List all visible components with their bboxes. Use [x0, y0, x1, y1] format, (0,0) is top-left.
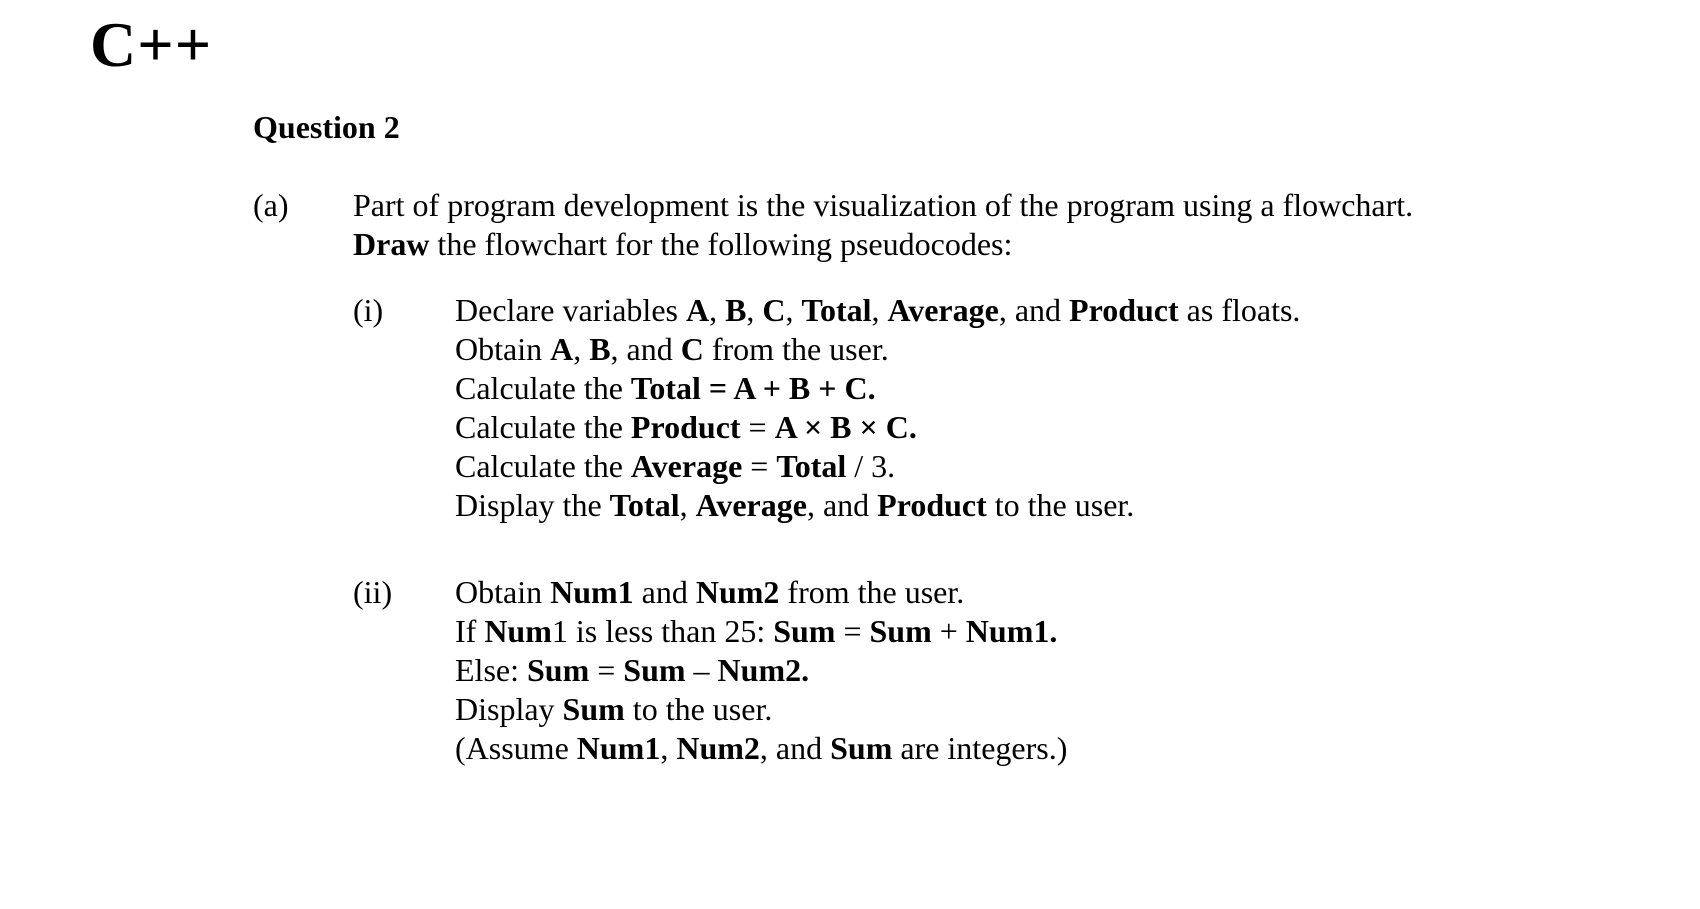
- bold-term: Sum: [830, 730, 893, 766]
- bold-term: Average: [695, 487, 807, 523]
- pseudocode-line: Declare variables A, B, C, Total, Average, and Product as floats.: [455, 292, 1301, 328]
- bold-term: Product: [1069, 292, 1179, 328]
- pseudocode-line: (Assume Num1, Num2, and Sum are integers.): [455, 730, 1068, 766]
- part-a-intro-line1: Part of program development is the visualization of the program using a flowchart.: [353, 187, 1414, 223]
- bold-term: Total: [801, 292, 872, 328]
- sub-i-pseudocode: [455, 291, 1300, 525]
- pseudocode-line: Obtain Num1 and Num2 from the user.: [455, 574, 965, 610]
- sub-ii-label: (ii): [353, 574, 393, 610]
- bold-term: B: [725, 292, 747, 328]
- bold-term: C: [762, 292, 786, 328]
- bold-term: Num1: [576, 730, 661, 766]
- part-a-intro-line2: [353, 225, 1413, 264]
- bold-term: Num2: [676, 730, 760, 766]
- pseudocode-line: Calculate the Product = A × B × C.: [455, 409, 917, 445]
- bold-term: Total = A + B + C.: [630, 370, 876, 406]
- pseudocode-line: Calculate the Average = Total / 3.: [455, 448, 896, 484]
- bold-term: B: [589, 331, 611, 367]
- pseudocode-line: If Num1 is less than 25: Sum = Sum + Num1.: [455, 613, 1058, 649]
- bold-term: Sum: [526, 652, 590, 688]
- part-a-label: (a): [253, 187, 289, 223]
- sub-ii-pseudocode: [455, 573, 1067, 768]
- bold-term: Sum: [773, 613, 836, 649]
- bold-term: Num1: [550, 574, 634, 610]
- pseudocode-line: Calculate the Total = A + B + C.: [455, 370, 876, 406]
- bold-term: Sum: [562, 691, 625, 727]
- question-heading: Question 2: [253, 109, 400, 145]
- bold-term: A: [685, 292, 710, 328]
- bold-term: Sum: [623, 652, 686, 688]
- bold-term: A × B × C.: [774, 409, 917, 445]
- pseudocode-line: Else: Sum = Sum – Num2.: [455, 652, 810, 688]
- part-a-intro: [353, 186, 1413, 264]
- draw-keyword: Draw: [353, 226, 430, 262]
- bold-term: Num2.: [717, 652, 810, 688]
- bold-term: Product: [630, 409, 741, 445]
- bold-term: C: [680, 331, 704, 367]
- bold-term: Product: [877, 487, 987, 523]
- bold-term: Total: [776, 448, 847, 484]
- pseudocode-line: Display the Total, Average, and Product to the user.: [455, 487, 1135, 523]
- bold-term: Num: [484, 613, 552, 649]
- bold-term: Num2: [695, 574, 780, 610]
- bold-term: Average: [887, 292, 999, 328]
- bold-term: Sum: [869, 613, 932, 649]
- pseudocode-line: Obtain A, B, and C from the user.: [455, 331, 889, 367]
- pseudocode-line: Display Sum to the user.: [455, 691, 773, 727]
- bold-term: Num1.: [965, 613, 1058, 649]
- bold-term: A: [550, 331, 574, 367]
- document-title: C++: [90, 9, 213, 80]
- bold-term: Total: [609, 487, 680, 523]
- bold-term: Average: [630, 448, 743, 484]
- sub-i-label: (i): [353, 292, 384, 328]
- part-a-intro-line2-rest: the flowchart for the following pseudocodes:: [429, 226, 1013, 262]
